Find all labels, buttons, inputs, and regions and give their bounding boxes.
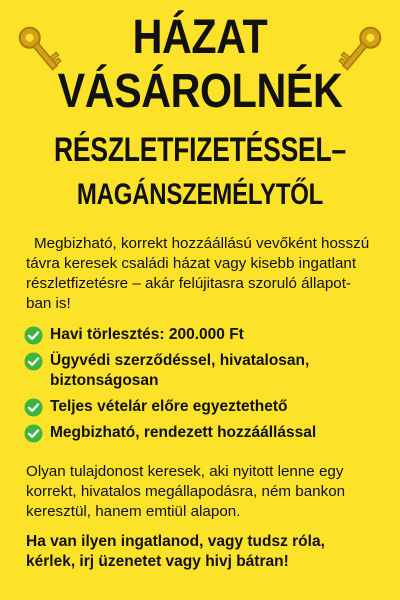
feature-text: Ügyvédi szerződéssel, hivatalosan, biztonságosan — [50, 352, 310, 389]
headline-line-1: HÁZAT — [132, 11, 268, 64]
check-circle-icon — [24, 352, 43, 371]
headline-line-2: VÁSÁROLNÉK — [57, 65, 343, 118]
check-circle-icon — [24, 398, 43, 417]
feature-text: Havi törlesztés: 200.000 Ft — [50, 326, 244, 343]
feature-item — [24, 351, 384, 391]
feature-item — [24, 397, 384, 417]
headline-line-4: MAGÁNSZEMÉLYTŐL — [76, 178, 324, 211]
feature-text: Teljes vételár előre egyeztethető — [50, 398, 288, 415]
feature-list — [24, 325, 384, 449]
check-circle-icon — [24, 326, 43, 345]
feature-text: Megbizható, rendezett hozzáállással — [50, 424, 317, 441]
feature-item — [24, 423, 384, 443]
headline-line-3: RÉSZLETFIZETÉSSEL– — [54, 131, 346, 169]
intro-paragraph: Megbizható, korrekt hozzáállású vevőként hosszú távra keresek családi házat vagy kisebb ingatlant részletfizetésre – akár felújitasra szoruló állapot-ban is! — [26, 235, 370, 312]
outro-paragraph: Olyan tulajdonost keresek, aki nyitott lenne egy korrekt, hivatalos megállapodásra, ném bankon keresztül, hanem emtiül alapon. — [26, 463, 346, 520]
call-to-action: Ha van ilyen ingatlanod, vagy tudsz róla, kérlek, irj üzenetet vagy hivj bátran! — [26, 533, 325, 570]
feature-item — [24, 325, 384, 345]
check-circle-icon — [24, 424, 43, 443]
